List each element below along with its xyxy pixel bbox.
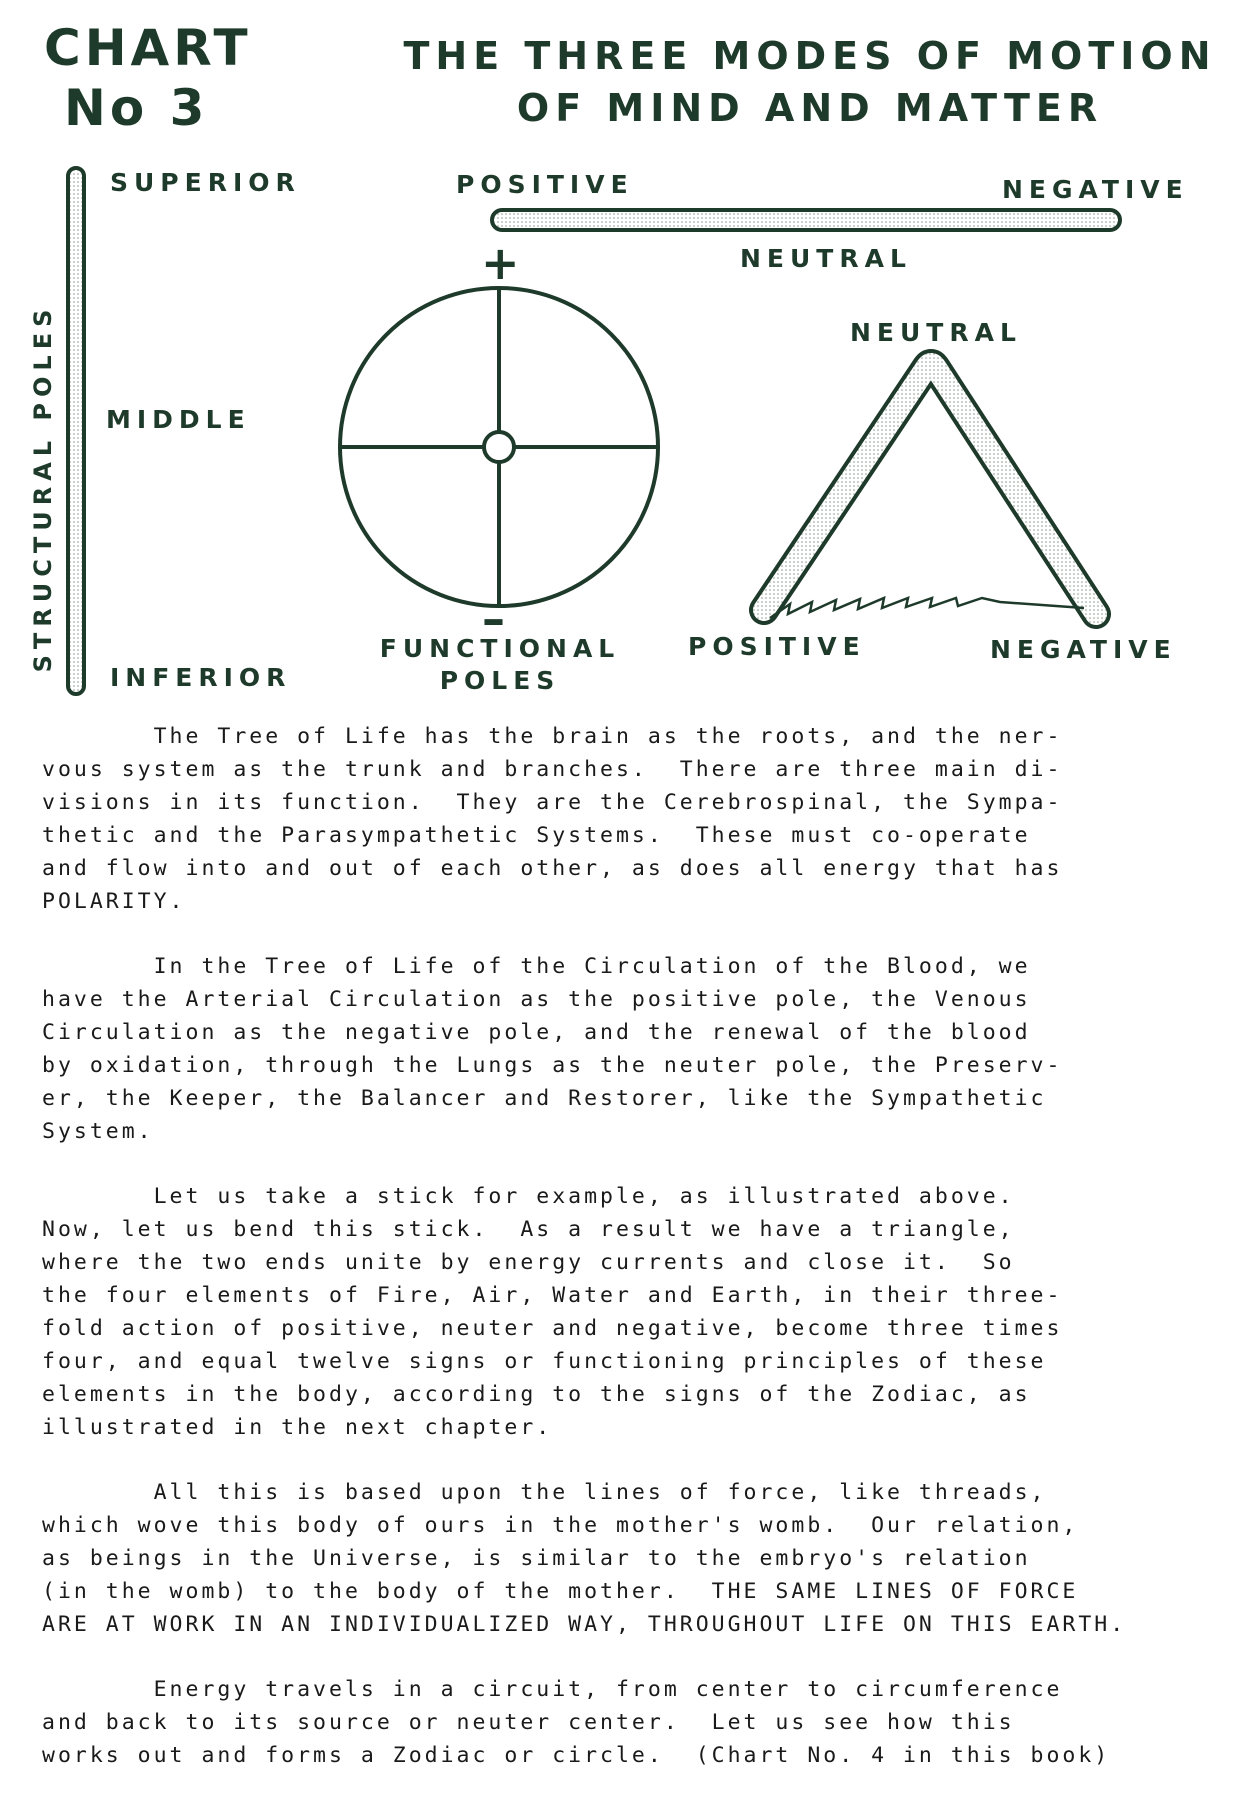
triangle-neutral-label: NEUTRAL <box>850 318 1022 347</box>
minus-sign: – <box>482 592 505 646</box>
functional-poles-label <box>380 633 620 697</box>
structural-poles-bar <box>68 168 84 694</box>
bar-neutral-label: NEUTRAL <box>740 244 912 273</box>
middle-label: MIDDLE <box>106 405 251 434</box>
body-text <box>42 720 1232 1772</box>
chart-number-line1: CHART <box>44 19 252 77</box>
bent-stick-triangle <box>764 364 1096 618</box>
functional-poles-circle <box>340 288 658 606</box>
bar-negative-label: NEGATIVE <box>1002 175 1189 204</box>
triangle-positive-label: POSITIVE <box>688 632 866 661</box>
superior-label: SUPERIOR <box>110 168 301 197</box>
paragraph-circulation: In the Tree of Life of the Circulation of the Blood, we have the Arterial Circulation as the positive pole, the Venous Circulation as the negative pole, and the renewal of the blood by oxidation, through the Lungs as the neuter pole, the Preserv- er, the Keeper, the Balancer and Restorer, like the Sympathetic System. <box>42 954 1063 1144</box>
functional-poles-line1: FUNCTIONAL <box>379 634 621 663</box>
structural-poles-label: STRUCTURAL POLES <box>29 303 57 673</box>
modes-of-motion-diagram <box>0 0 1258 720</box>
paragraph-tree-of-life: The Tree of Life has the brain as the roots, and the ner- vous system as the trunk and branches. There are three main di- visions in its function. They are the Cerebrospinal, the Sympa- thetic and the Parasympathetic Systems. These must co-operate and flow into and out of each other, as does all energy that has POLARITY. <box>42 724 1063 914</box>
chart-number-line2: No 3 <box>64 79 209 137</box>
page-title-line1: THE THREE MODES OF MOTION <box>403 34 1217 78</box>
functional-poles-line2: POLES <box>439 666 561 695</box>
triangle-negative-label: NEGATIVE <box>990 635 1177 664</box>
bar-positive-label: POSITIVE <box>456 170 634 199</box>
energy-current-zigzag <box>770 598 1084 618</box>
paragraph-energy-circuit: Energy travels in a circuit, from center to circumference and back to its source or neuter center. Let us see how this works out and forms a Zodiac or circle. (Chart No. 4 in this book) <box>42 1677 1111 1768</box>
paragraph-lines-of-force: All this is based upon the lines of force, like threads, which wove this body of ours in the mother's womb. Our relation, as beings in the Universe, is similar to the embryo's relation (in the womb) to the body of the mother. THE SAME LINES OF FORCE ARE AT WORK IN AN INDIVIDUALIZED WAY, THROUGHOUT LIFE ON THIS EARTH. <box>42 1480 1127 1637</box>
plus-sign: + <box>481 236 520 290</box>
polarity-bar <box>492 210 1120 230</box>
paragraph-stick-example: Let us take a stick for example, as illustrated above. Now, let us bend this stick. As a result we have a triangle, where the two ends unite by energy currents and close it. So the four elements of Fire, Air, Water and Earth, in their three- fold action of positive, neuter and negative, become three times four, and equal twelve signs or functioning principles of these elements in the body, according to the signs of the Zodiac, as illustrated in the next chapter. <box>42 1184 1063 1440</box>
neutral-center-circle <box>484 432 514 462</box>
inferior-label: INFERIOR <box>110 663 292 692</box>
page-title-line2: OF MIND AND MATTER <box>516 86 1104 130</box>
